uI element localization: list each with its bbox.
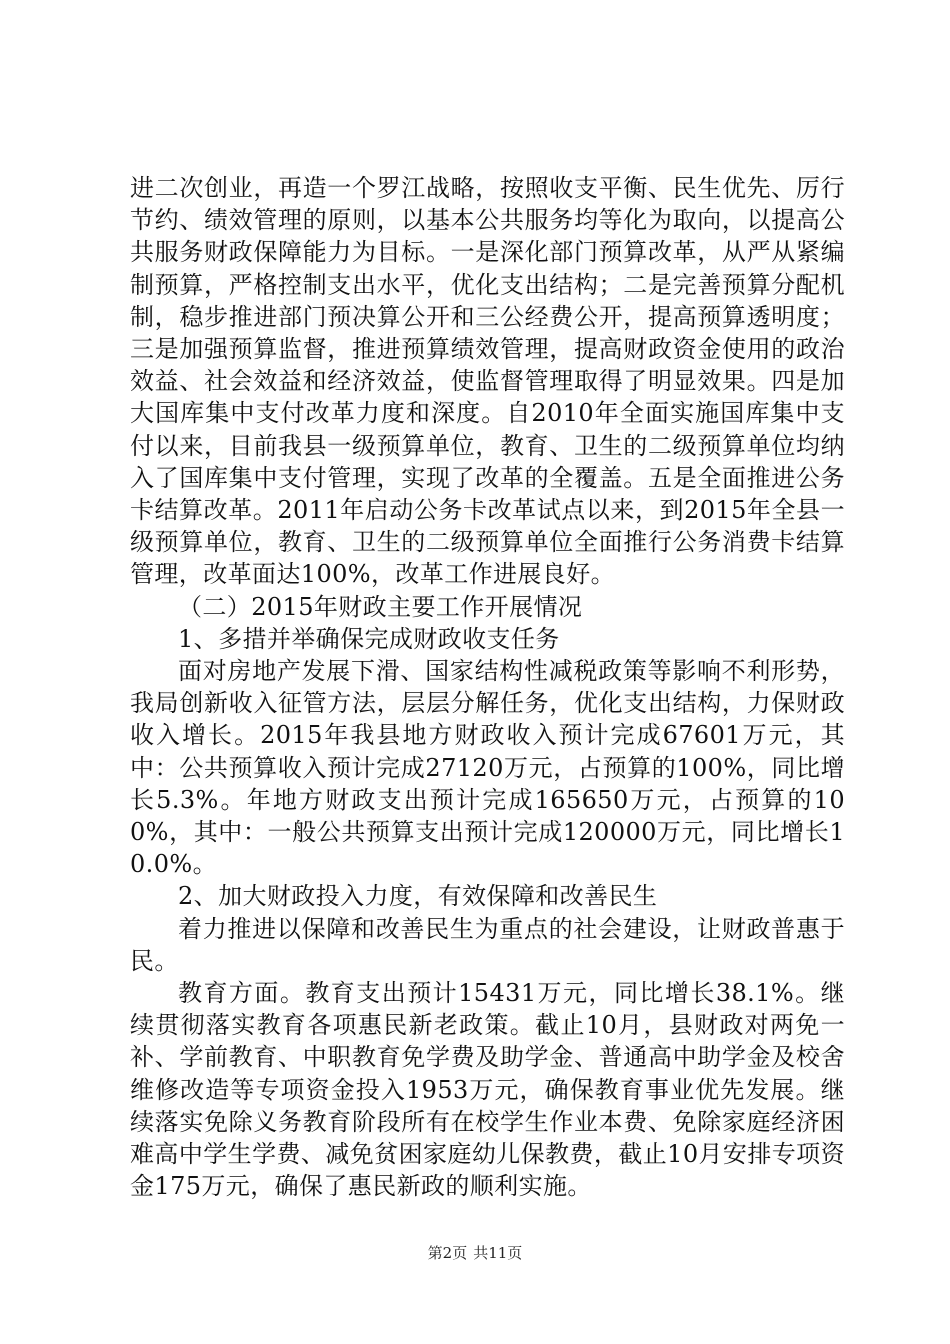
paragraph-livelihood-intro: 着力推进以保障和改善民生为重点的社会建设，让财政普惠于民。 <box>130 914 845 975</box>
paragraph-education: 教育方面。教育支出预计15431万元，同比增长38.1%。继续贯彻落实教育各项惠民新老政策。截止10月，县财政对两免一补、学前教育、中职教育免学费及助学金、普通高中助学金及校舍维修改造等专项资金投入1953万元，确保教育事业优先发展。继续落实免除义务教育阶段所有在校学生作业本费、免除家庭经济困难高中学生学费、减免贫困家庭幼儿保教费，截止10月安排专项资金175万元，确保了惠民新政的顺利实施。 <box>130 979 845 1201</box>
paragraph-budget-reform: 进二次创业，再造一个罗江战略，按照收支平衡、民生优先、厉行节约、绩效管理的原则，以基本公共服务均等化为取向，以提高公共服务财政保障能力为目标。一是深化部门预算改革，从严从紧编制预算，严格控制支出水平，优化支出结构；二是完善预算分配机制，稳步推进部门预决算公开和三公经费公开，提高预算透明度；三是加强预算监督，推进预算绩效管理，提高财政资金使用的政治效益、社会效益和经济效益，使监督管理取得了明显效果。四是加大国库集中支付改革力度和深度。自2010年全面实施国库集中支付以来，目前我县一级预算单位，教育、卫生的二级预算单位均纳入了国库集中支付管理，实现了改革的全覆盖。五是全面推进公务卡结算改革。2011年启动公务卡改革试点以来，到2015年全县一级预算单位，教育、卫生的二级预算单位全面推行公务消费卡结算管理，改革面达100%，改革工作进展良好。 <box>130 174 845 589</box>
document-body <box>130 172 845 1203</box>
subheading-revenue-tasks: 1、多措并举确保完成财政收支任务 <box>178 624 560 653</box>
page-total: 共11页 <box>473 1244 523 1262</box>
paragraph-revenue-figures: 面对房地产发展下滑、国家结构性减税政策等影响不利形势，我局创新收入征管方法，层层分解任务，优化支出结构，力保财政收入增长。2015年我县地方财政收入预计完成67601万元，其中：公共预算收入预计完成27120万元，占预算的100%，同比增长5.3%。年地方财政支出预计完成165650万元，占预算的100%，其中：一般公共预算支出预计完成120000万元，同比增长10.0%。 <box>130 657 845 879</box>
page-number: 第2页 <box>427 1244 468 1262</box>
page-footer <box>0 1242 950 1263</box>
subheading-livelihood: 2、加大财政投入力度，有效保障和改善民生 <box>178 882 658 911</box>
section-heading-2015-work: （二）2015年财政主要工作开展情况 <box>178 592 583 621</box>
